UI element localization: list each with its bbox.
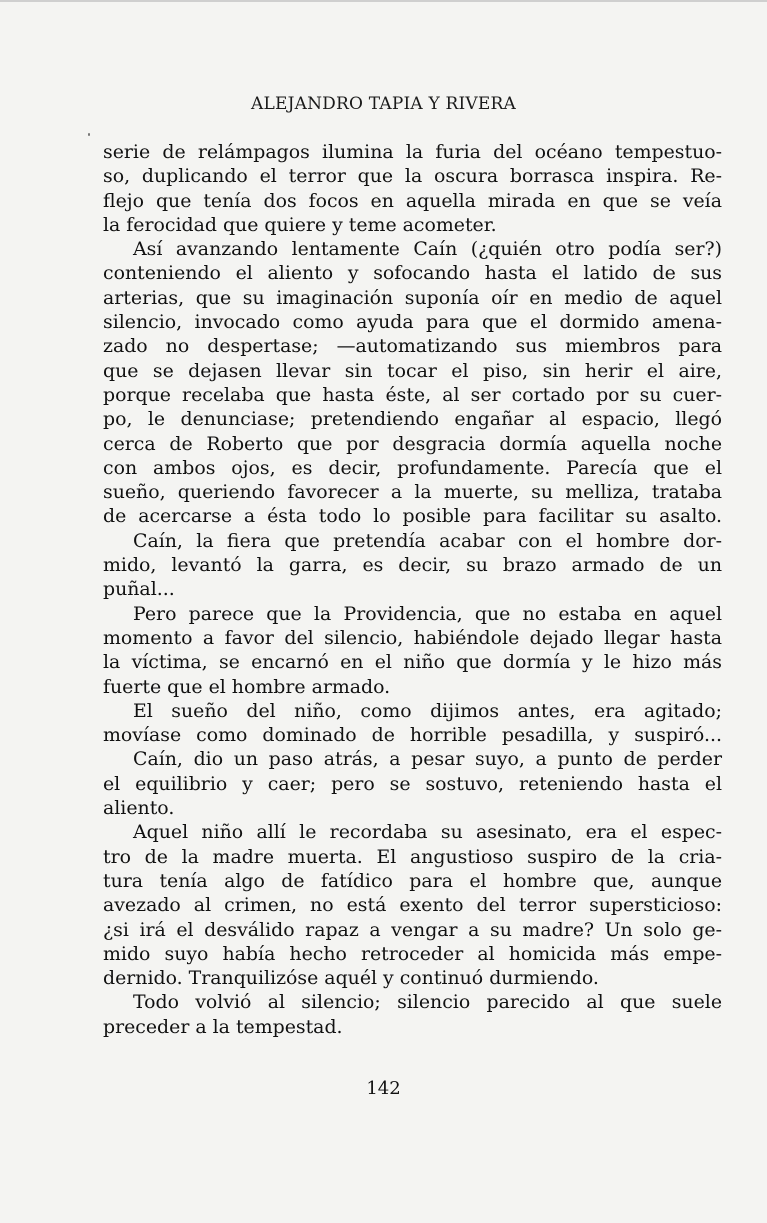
text-line: movíase como dominado de horrible pesadilla, y suspiró...: [103, 724, 722, 747]
text-line: serie de relámpagos ilumina la furia del océano tempestuo-: [103, 141, 722, 163]
text-line: Todo volvió al silencio; silencio parecido al que suele: [133, 991, 722, 1014]
text-line: Aquel niño allí le recordaba su asesinato, era el espec-: [133, 821, 722, 844]
text-line: la víctima, se encarnó en el niño que dormía y le hizo más: [103, 651, 722, 674]
text-line: flejo que tenía dos focos en aquella mirada en que se veía: [103, 189, 722, 212]
text-line: puñal...: [103, 578, 175, 601]
text-line: dernido. Tranquilizóse aquél y continuó durmiendo.: [103, 967, 599, 990]
text-line: ¿si irá el desválido rapaz a vengar a su madre? Un solo ge-: [103, 918, 722, 941]
text-line: po, le denunciase; pretendiendo engañar al espacio, llegó: [103, 408, 722, 431]
text-line: tura tenía algo de fatídico para el hombre que, aunque: [103, 869, 722, 892]
text-line: El sueño del niño, como dijimos antes, era agitado;: [133, 699, 722, 722]
text-line: preceder a la tempestad.: [103, 1015, 343, 1038]
text-line: Así avanzando lentamente Caín (¿quién otro podía ser?): [133, 238, 722, 261]
text-line: cerca de Roberto que por desgracia dormía aquella noche: [103, 432, 722, 455]
text-line: mido suyo había hecho retroceder al homicida más empe-: [103, 942, 722, 965]
page-number: 142: [366, 1078, 401, 1099]
text-line: momento a favor del silencio, habiéndole dejado llegar hasta: [103, 626, 722, 649]
text-line: porque recelaba que hasta éste, al ser cortado por su cuer-: [103, 383, 722, 406]
text-line: zado no despertase; —automatizando sus miembros para: [103, 335, 722, 358]
text-line: fuerte que el hombre armado.: [103, 675, 391, 698]
text-line: que se dejasen llevar sin tocar el piso, sin herir el aire,: [103, 359, 722, 382]
text-line: aliento.: [103, 797, 175, 820]
text-line: Pero parece que la Providencia, que no estaba en aquel: [133, 602, 722, 625]
print-speck: [88, 133, 90, 136]
text-line: so, duplicando el terror que la oscura borrasca inspira. Re-: [103, 165, 722, 188]
text-line: Caín, dio un paso atrás, a pesar suyo, a punto de perder: [133, 748, 722, 771]
text-line: de acercarse a ésta todo lo posible para facilitar su asalto.: [103, 505, 722, 528]
text-line: conteniendo el aliento y sofocando hasta el latido de sus: [103, 262, 722, 285]
text-line: silencio, invocado como ayuda para que el dormido amena-: [103, 311, 722, 334]
text-line: con ambos ojos, es decir, profundamente. Parecía que el: [103, 456, 722, 479]
text-line: el equilibrio y caer; pero se sostuvo, reteniendo hasta el: [103, 772, 722, 795]
text-line: tro de la madre muerta. El angustioso suspiro de la cria-: [103, 845, 722, 868]
text-line: la ferocidad que quiere y teme acometer.: [103, 213, 497, 236]
text-line: Caín, la fiera que pretendía acabar con el hombre dor-: [133, 529, 722, 552]
text-line: avezado al crimen, no está exento del terror supersticioso:: [103, 894, 722, 917]
text-line: arterias, que su imaginación suponía oír en medio de aquel: [103, 286, 722, 309]
text-line: mido, levantó la garra, es decir, su brazo armado de un: [103, 554, 722, 577]
text-line: sueño, queriendo favorecer a la muerte, su melliza, trataba: [103, 481, 722, 504]
body-text: [103, 140, 722, 1039]
running-head: ALEJANDRO TAPIA Y RIVERA: [251, 94, 516, 114]
